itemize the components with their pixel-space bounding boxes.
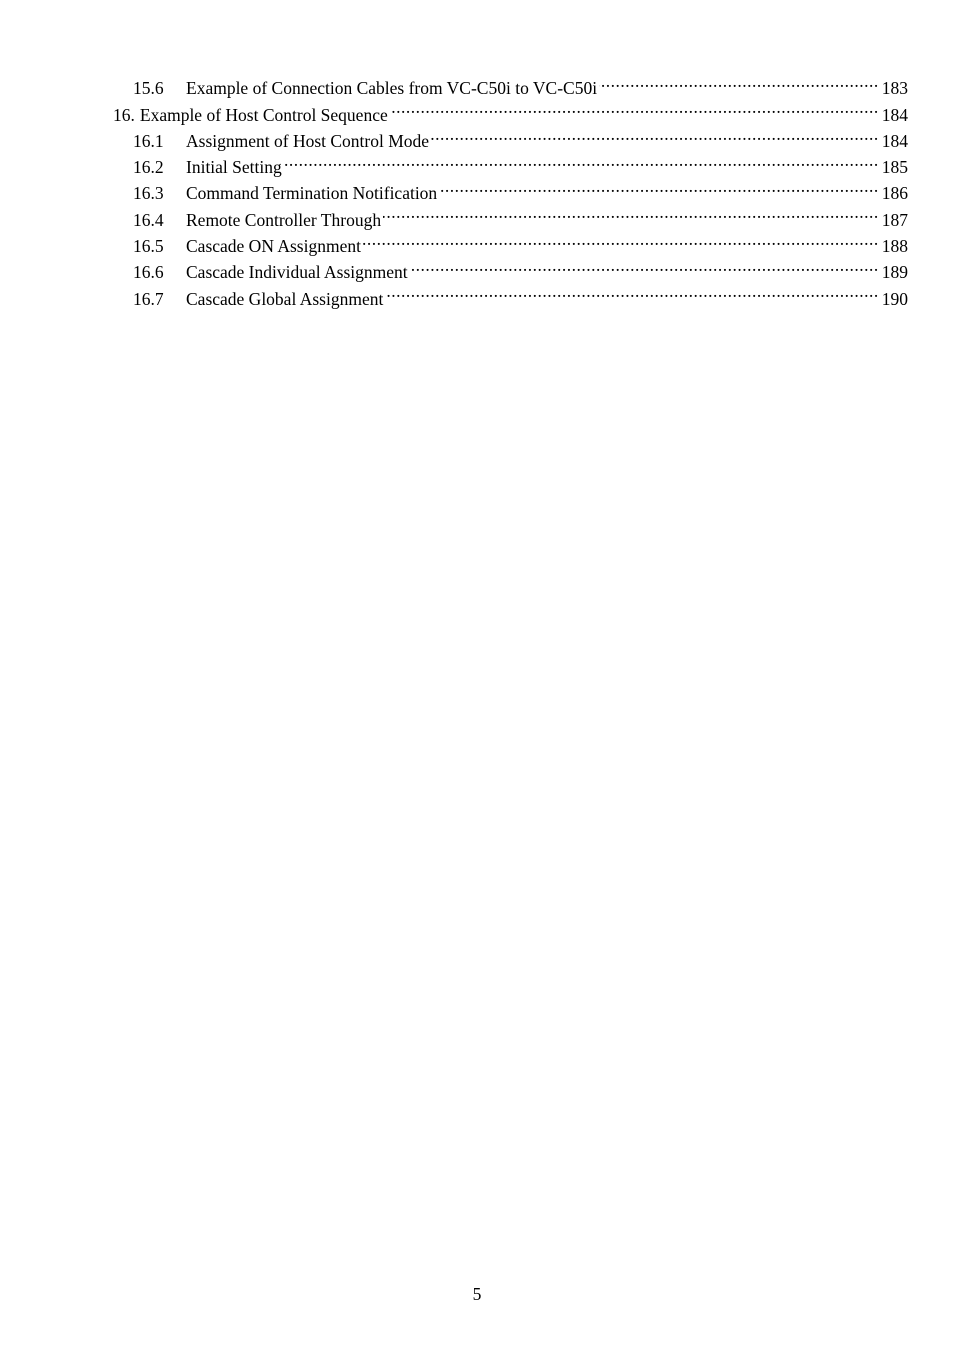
toc-entry-title: Cascade Individual Assignment [186,262,408,283]
toc-entry-number: 16.5 [133,236,164,257]
toc-entry-number: 16.3 [133,183,164,204]
toc-entry-page: 184 [881,104,908,125]
toc-entry-title: Cascade Global Assignment [186,288,384,309]
toc-entry-number: 16. [113,104,135,125]
toc-entry-page: 189 [881,262,908,283]
toc-entry-title: Initial Setting [186,157,282,178]
toc-entry-page: 188 [881,236,908,257]
table-of-contents [113,68,908,309]
dot-leader [410,252,879,278]
toc-entry-page: 184 [881,130,908,151]
dot-leader [363,226,879,252]
dot-leader [599,68,879,94]
toc-entry-number: 15.6 [133,78,164,99]
toc-entry-page: 186 [881,183,908,204]
toc-entry-page: 187 [881,209,908,230]
toc-entry-15-6[interactable] [113,68,908,99]
dot-leader [284,147,879,173]
dot-leader [385,278,878,304]
toc-entry-number: 16.1 [133,130,164,151]
toc-entry-title: Example of Host Control Sequence [139,104,388,125]
dot-leader [431,121,879,147]
toc-entry-number: 16.2 [133,157,164,178]
toc-entry-title: Example of Connection Cables from VC-C50i to VC-C50i [186,78,598,99]
dot-leader [439,173,879,199]
toc-entry-title: Remote Controller Through [186,209,382,230]
toc-entry-page: 190 [881,288,908,309]
toc-entry-title: Command Termination Notification [186,183,438,204]
dot-leader [383,199,879,225]
toc-entry-number: 16.7 [133,288,164,309]
toc-entry-page: 183 [881,78,908,99]
page-number: 5 [472,1284,482,1304]
toc-entry-title: Assignment of Host Control Mode [186,130,430,151]
toc-entry-page: 185 [881,157,908,178]
toc-entry-number: 16.4 [133,209,164,230]
toc-entry-number: 16.6 [133,262,164,283]
dot-leader [390,94,879,120]
toc-entry-title: Cascade ON Assignment [186,236,361,257]
